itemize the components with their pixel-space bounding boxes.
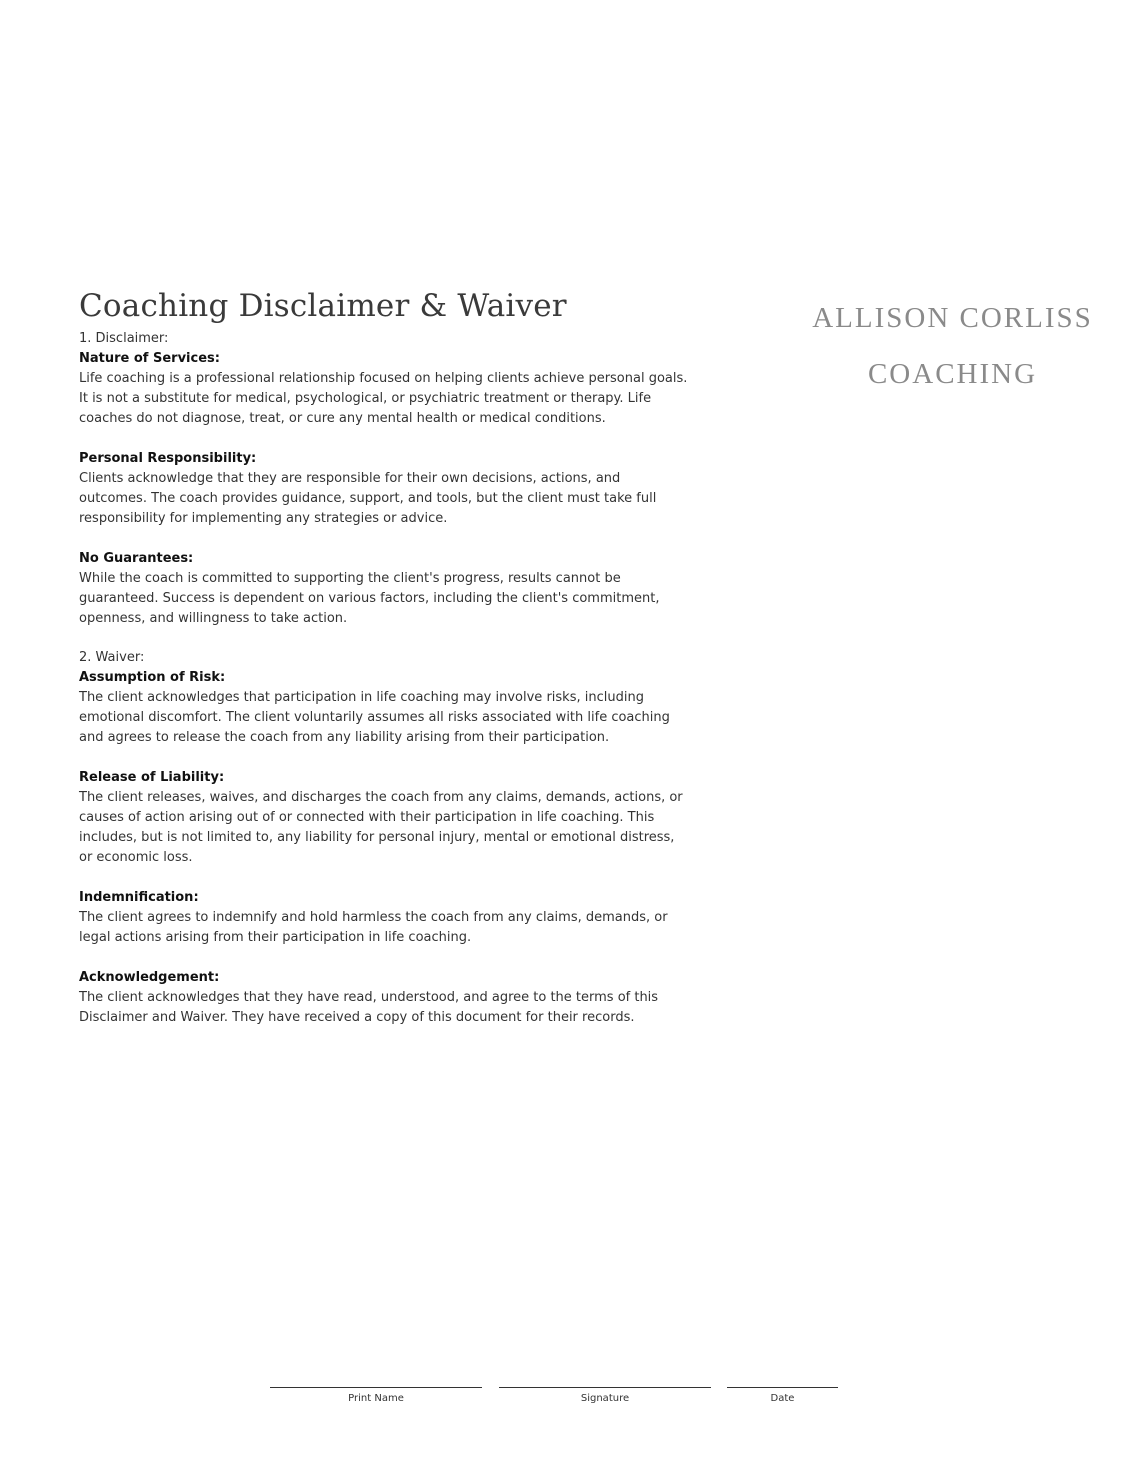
clause — [79, 668, 689, 748]
signature-line[interactable]: Signature — [499, 1387, 711, 1405]
print-name-line[interactable]: Print Name — [270, 1387, 482, 1405]
clause-title: Nature of Services: — [79, 351, 220, 366]
clause-title: Assumption of Risk: — [79, 670, 226, 685]
brand-line-2: COACHING — [867, 358, 1038, 390]
section-label: 2. Waiver: — [79, 650, 145, 665]
document-body — [79, 329, 689, 1048]
clause-body: The client acknowledges that they have read, understood, and agree to the terms of this Disclaimer and Waiver. They have received a copy of this document for their records. — [79, 990, 659, 1025]
clause-body: While the coach is committed to supporting the client's progress, results cannot be guaranteed. Success is dependent on various factors, including the client's commitment, openness, and willingness to take action. — [79, 571, 660, 626]
clause-title: Indemnification: — [79, 890, 199, 905]
brand-line-1: ALLISON CORLISS — [812, 302, 1093, 334]
clause — [79, 888, 689, 948]
clause-body: Clients acknowledge that they are responsible for their own decisions, actions, and outcomes. The coach provides guidance, support, and tools, but the client must take full responsibility for implementing any strategies or advice. — [79, 471, 657, 526]
clause — [79, 968, 689, 1028]
clause-body: The client releases, waives, and discharges the coach from any claims, demands, actions, or causes of action arising out of or connected with their participation in life coaching. This includes, but is not limited to, any liability for personal injury, mental or emotional distress, or economic loss. — [79, 790, 683, 865]
section-label: 1. Disclaimer: — [79, 331, 169, 346]
clause-body: Life coaching is a professional relationship focused on helping clients achieve personal goals. It is not a substitute for medical, psychological, or psychiatric treatment or therapy. Life coaches do not diagnose, treat, or cure any mental health or medical conditions. — [79, 371, 688, 426]
clause — [79, 768, 689, 868]
clause-title: Acknowledgement: — [79, 970, 220, 985]
section-disclaimer — [79, 329, 689, 629]
clause — [79, 349, 689, 429]
date-line[interactable]: Date — [727, 1387, 838, 1405]
signature-block — [0, 1387, 1147, 1417]
clause-title: No Guarantees: — [79, 551, 194, 566]
clause-title: Personal Responsibility: — [79, 451, 257, 466]
clause — [79, 449, 689, 529]
clause-title: Release of Liability: — [79, 770, 225, 785]
page-title: Coaching Disclaimer & Waiver — [79, 288, 567, 324]
clause — [79, 549, 689, 629]
brand-logo — [790, 290, 1115, 402]
clause-body: The client agrees to indemnify and hold harmless the coach from any claims, demands, or legal actions arising from their participation in life coaching. — [79, 910, 668, 945]
clause-body: The client acknowledges that participation in life coaching may involve risks, including emotional discomfort. The client voluntarily assumes all risks associated with life coaching and agrees to release the coach from any liability arising from their participation. — [79, 690, 670, 745]
section-waiver — [79, 648, 689, 1028]
